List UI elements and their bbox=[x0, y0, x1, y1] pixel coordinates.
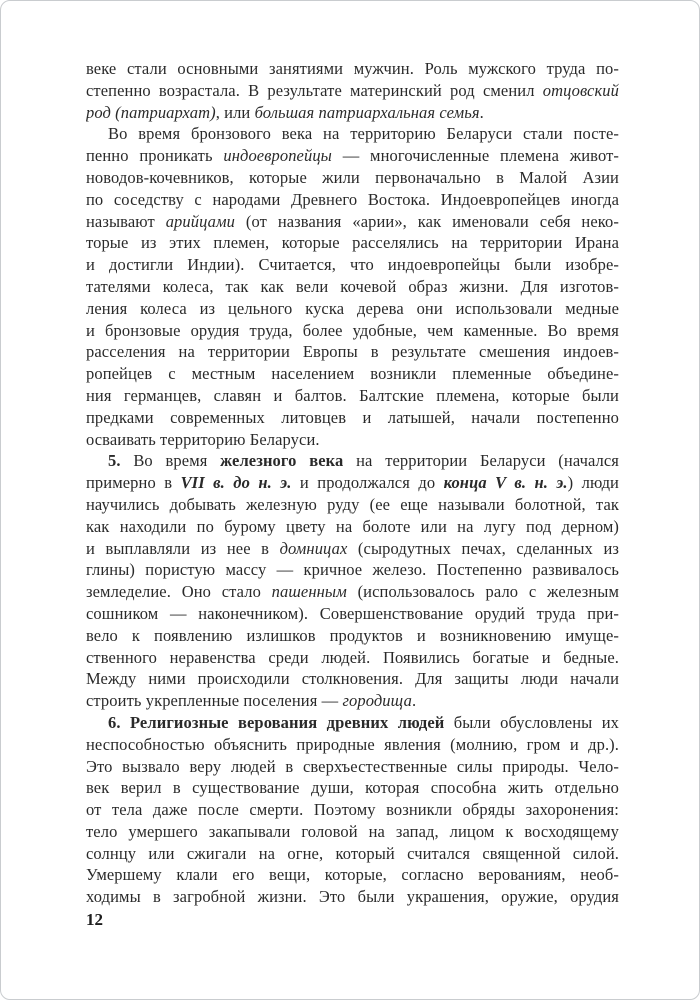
text-run: и достигли Индии). Считается, что индоевропейцы были изобре- bbox=[86, 255, 619, 275]
text-run: Между ними происходили столкновения. Для защиты люди начали bbox=[86, 669, 619, 689]
text-line bbox=[86, 668, 619, 690]
text-run: ) люди bbox=[567, 473, 619, 493]
text-run: Во время bbox=[120, 451, 221, 471]
text-run: тело умершего закапывали головой на запад, лицом к восходящему bbox=[86, 821, 619, 841]
text-line bbox=[86, 821, 619, 843]
text-line bbox=[86, 58, 619, 80]
text-line bbox=[86, 603, 619, 625]
text-run: VII в. до н. э. bbox=[180, 473, 292, 493]
text-line bbox=[86, 167, 619, 189]
text-line bbox=[86, 276, 619, 298]
text-line bbox=[86, 211, 619, 233]
text-run: называют bbox=[86, 211, 166, 231]
text-line bbox=[86, 254, 619, 276]
text-line bbox=[86, 516, 619, 538]
text-run: век верил в существование души, которая способна жить отдельно bbox=[86, 778, 619, 798]
text-run: как находили по бурому цвету на болоте или на лугу под дерном) bbox=[86, 516, 619, 536]
text-line bbox=[86, 886, 619, 908]
text-line bbox=[86, 559, 619, 581]
text-run: 5. bbox=[108, 451, 121, 471]
text-run: веке стали основными занятиями мужчин. Роль мужского труда по- bbox=[86, 59, 619, 78]
text-run: пенно проникать bbox=[86, 146, 224, 166]
text-run: новодов-кочевников, которые жили первоначально в Малой Азии bbox=[86, 167, 619, 187]
text-run: , или bbox=[215, 102, 255, 122]
text-run: и продолжался до bbox=[291, 473, 444, 493]
text-line bbox=[86, 450, 619, 472]
text-run: ления колеса из цельного куска дерева они использовали медные bbox=[86, 298, 619, 318]
text-run: ственного неравенства среди людей. Появились богатые и бедные. bbox=[86, 647, 619, 667]
text-run: Во время бронзового века на территорию Беларуси стали посте- bbox=[108, 124, 619, 144]
text-run: . bbox=[479, 102, 484, 122]
text-line bbox=[86, 298, 619, 320]
text-run: торые из этих племен, которые расселялись на территории Ирана bbox=[86, 233, 619, 253]
text-line bbox=[86, 407, 619, 429]
text-line bbox=[86, 843, 619, 865]
text-run: Умершему клали его вещи, которые, согласно верованиям, необ- bbox=[86, 865, 619, 885]
text-line bbox=[86, 385, 619, 407]
paragraph bbox=[86, 58, 619, 123]
text-line bbox=[86, 625, 619, 647]
text-line bbox=[86, 189, 619, 211]
text-run: были обусловлены их bbox=[444, 712, 619, 732]
text-run: примерно в bbox=[86, 473, 181, 493]
text-run: неспособностью объяснить природные явления (молнию, гром и др.). bbox=[86, 734, 619, 754]
text-run: отцовский bbox=[542, 80, 619, 100]
text-run: городища bbox=[342, 691, 412, 711]
text-line bbox=[86, 494, 619, 516]
text-line bbox=[86, 690, 619, 712]
text-line bbox=[86, 777, 619, 799]
text-line bbox=[86, 145, 619, 167]
text-run: . bbox=[411, 691, 417, 711]
text-line bbox=[86, 123, 619, 145]
text-run: предками современных литовцев и латышей, начали постепенно bbox=[86, 407, 619, 427]
text-line bbox=[86, 232, 619, 254]
text-run: ропейцев с местным населением возникли племенные объедине- bbox=[86, 364, 619, 384]
text-run: тателями колеса, так как вели кочевой образ жизни. Для изготов- bbox=[86, 276, 619, 296]
text-run: степенно возрастала. В результате материнский род сменил bbox=[86, 80, 543, 100]
text-line bbox=[86, 647, 619, 669]
text-line bbox=[86, 734, 619, 756]
page-number: 12 bbox=[86, 910, 103, 929]
paragraph bbox=[86, 712, 619, 908]
text-run: железного века bbox=[220, 451, 344, 471]
text-run: от тела даже после смерти. Поэтому возникли обряды захоронения: bbox=[86, 800, 619, 820]
text-run: земледелие. Оно стало bbox=[86, 582, 272, 602]
text-run: большая патриархальная семья bbox=[254, 102, 480, 122]
text-run: (использовалось рало с железным bbox=[346, 582, 619, 602]
text-line bbox=[86, 799, 619, 821]
text-run: на территории Беларуси (начался bbox=[343, 451, 619, 471]
text-run: домницах bbox=[279, 538, 348, 558]
text-run: строить укрепленные поселения — bbox=[86, 691, 343, 711]
text-run: и бронзовые орудия труда, более удобные, чем каменные. Во время bbox=[86, 320, 619, 340]
text-line bbox=[86, 320, 619, 342]
text-run: 6. Религиозные верования древних людей bbox=[108, 712, 445, 732]
text-line bbox=[86, 581, 619, 603]
text-run: Это вызвало веру людей в сверхъестественные силы природы. Чело- bbox=[86, 756, 619, 776]
text-line bbox=[86, 538, 619, 560]
text-line bbox=[86, 429, 619, 451]
paragraph bbox=[86, 123, 619, 450]
text-run: научились добывать железную руду (ее еще называли болотной, так bbox=[86, 494, 619, 514]
text-run: ния германцев, славян и балтов. Балтские племена, которые были bbox=[86, 385, 619, 405]
text-line bbox=[86, 472, 619, 494]
text-run: конца V в. н. э. bbox=[443, 473, 568, 493]
text-run: вело к появлению излишков продуктов и возникновению имуще- bbox=[86, 625, 619, 645]
text-run: солнцу или сжигали на огне, который считался священной силой. bbox=[86, 843, 619, 863]
text-run: ходимы в загробной жизни. Это были украшения, оружие, орудия bbox=[86, 887, 619, 907]
text-run: арийцами bbox=[165, 211, 235, 231]
text-line bbox=[86, 712, 619, 734]
page-text bbox=[86, 58, 619, 908]
text-run: сошником — наконечником). Совершенствование орудий труда при- bbox=[86, 603, 619, 623]
text-run: (от названия «арии», как именовали себя неко- bbox=[234, 211, 619, 231]
text-line bbox=[86, 363, 619, 385]
text-line bbox=[86, 102, 619, 124]
text-run: пашенным bbox=[271, 582, 347, 602]
text-run: род (патриархат) bbox=[86, 102, 216, 122]
text-run: осваивать территорию Беларуси. bbox=[86, 429, 320, 449]
text-run: (сыродутных печах, сделанных из bbox=[347, 538, 619, 558]
text-run: индоевропейцы bbox=[223, 146, 332, 166]
text-line bbox=[86, 80, 619, 102]
text-run: по соседству с народами Древнего Востока. Индоевропейцев иногда bbox=[86, 189, 619, 209]
text-line bbox=[86, 864, 619, 886]
text-run: расселения на территории Европы в результате смешения индоев- bbox=[86, 342, 619, 362]
text-line bbox=[86, 341, 619, 363]
text-run: и выплавляли из нее в bbox=[86, 538, 280, 558]
text-line bbox=[86, 756, 619, 778]
paragraph bbox=[86, 450, 619, 712]
text-run: глины) пористую массу — кричное железо. Постепенно развивалось bbox=[86, 560, 619, 580]
text-run: — многочисленные племена живот- bbox=[331, 146, 619, 166]
